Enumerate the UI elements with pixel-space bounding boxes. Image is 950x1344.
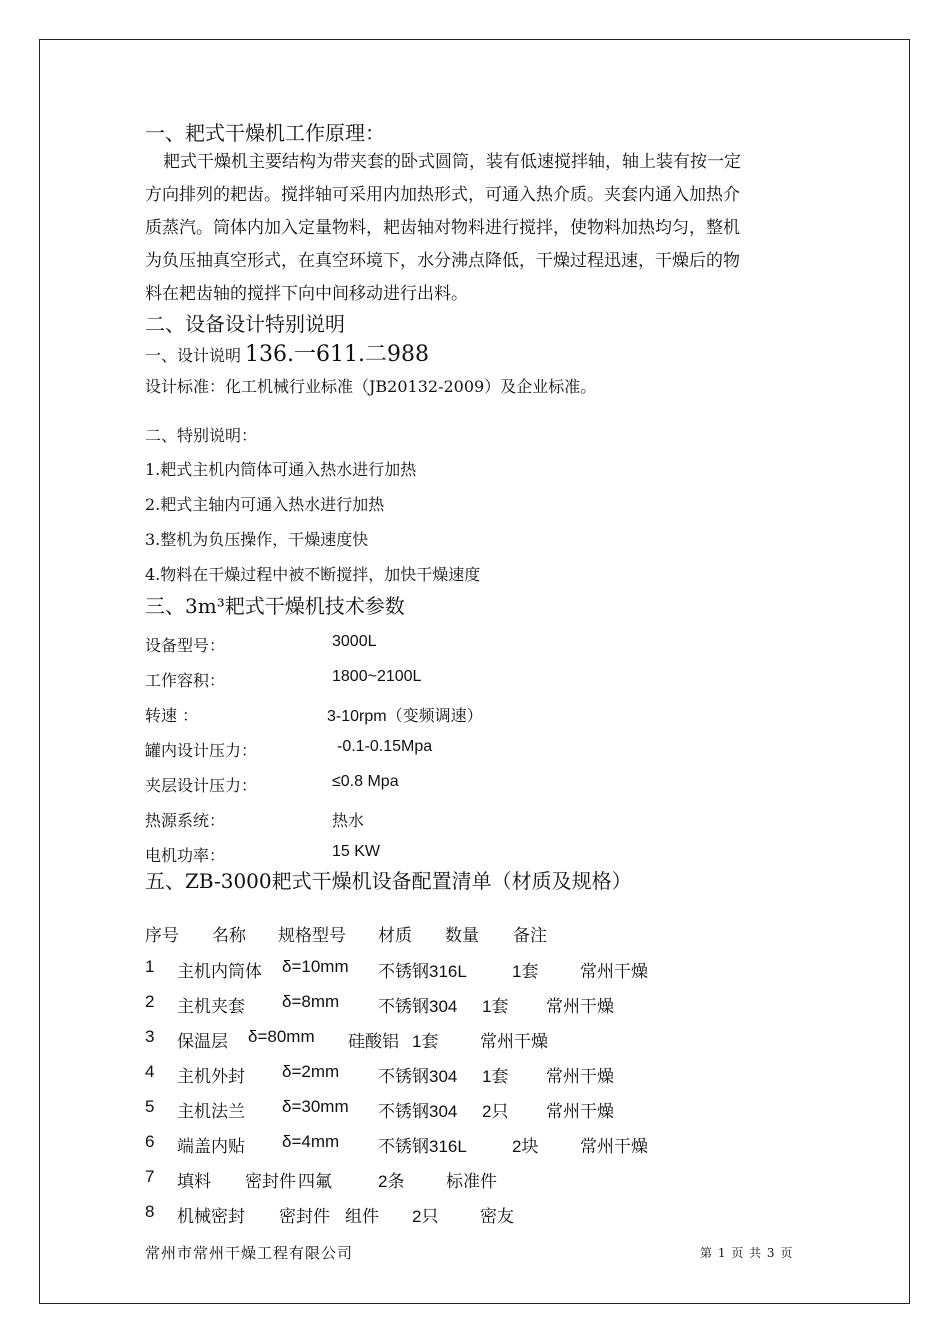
cell-material: 组件: [345, 1207, 379, 1227]
cell-qty: 2只: [482, 1102, 509, 1121]
paragraph-line: 质蒸汽。筒体内加入定量物料，耙齿轴对物料进行搅拌，使物料加热均匀，整机: [145, 218, 740, 238]
cell-material: 不锈钢316L: [378, 962, 467, 981]
header-cell: 备注: [513, 926, 547, 946]
cell-spec: δ=2mm: [282, 1062, 340, 1081]
cell-name: 填料: [177, 1172, 211, 1192]
design-standard: 设计标准：化工机械行业标准（JB20132-2009）及企业标准。: [145, 377, 597, 396]
param-value: -0.1-0.15Mpa: [337, 738, 433, 755]
cell-note: 常州干燥: [546, 1102, 614, 1122]
param-label: 设备型号：: [145, 636, 226, 655]
special-item: 1.耙式主机内筒体可通入热水进行加热: [145, 460, 417, 479]
param-label: 热源系统：: [145, 811, 226, 830]
cell-no: 8: [145, 1202, 155, 1221]
cell-qty: 1套: [512, 962, 539, 981]
header-cell: 序号: [145, 926, 179, 946]
footer-company: 常州市常州干燥工程有限公司: [145, 1244, 354, 1262]
section3-heading: 三、3m³耙式干燥机技术参数: [145, 594, 405, 618]
param-value: ≤0.8 Mpa: [332, 773, 399, 790]
cell-material: 不锈钢316L: [378, 1137, 467, 1156]
cell-material: 四氟: [298, 1172, 332, 1192]
design-note-line: [145, 337, 429, 368]
cell-no: 3: [145, 1027, 155, 1046]
paragraph-line: 耙式干燥机主要结构为带夹套的卧式圆筒，装有低速搅拌轴，轴上装有按一定: [163, 152, 741, 172]
cell-qty: 2条: [378, 1172, 405, 1191]
cell-name: 端盖内贴: [177, 1137, 245, 1157]
section2-heading: 二、设备设计特别说明: [145, 312, 345, 336]
header-cell: 数量: [445, 926, 479, 946]
header-cell: 材质: [378, 926, 412, 946]
special-title: 二、特别说明：: [145, 426, 258, 445]
special-item: 4.物料在干燥过程中被不断搅拌，加快干燥速度: [145, 565, 481, 584]
paragraph-line: 为负压抽真空形式，在真空环境下，水分沸点降低，干燥过程迅速，干燥后的物: [145, 251, 740, 271]
cell-name: 主机法兰: [177, 1102, 245, 1122]
cell-name: 主机外封: [177, 1067, 245, 1087]
param-value: 热水: [332, 813, 365, 830]
cell-spec: δ=30mm: [282, 1097, 349, 1116]
cell-spec: 密封件: [245, 1172, 296, 1192]
header-cell: 规格型号: [278, 926, 346, 946]
param-value: 1800~2100L: [332, 668, 422, 685]
cell-qty: 2块: [512, 1137, 539, 1156]
cell-note: 标准件: [446, 1172, 497, 1192]
param-label: 电机功率：: [145, 846, 226, 865]
param-value: 15 KW: [332, 843, 381, 860]
cell-name: 保温层: [177, 1032, 228, 1052]
cell-name: 主机夹套: [177, 997, 245, 1017]
cell-note: 常州干燥: [546, 997, 614, 1017]
section5-heading: 五、ZB-3000耙式干燥机设备配置清单（材质及规格）: [145, 869, 632, 893]
cell-material: 不锈钢304: [378, 1067, 458, 1086]
cell-spec: δ=10mm: [282, 957, 349, 976]
cell-material: 不锈钢304: [378, 997, 458, 1016]
special-item: 3.整机为负压操作，干燥速度快: [145, 530, 369, 549]
cell-qty: 2只: [412, 1207, 439, 1226]
cell-spec: δ=4mm: [282, 1132, 340, 1151]
special-item: 2.耙式主轴内可通入热水进行加热: [145, 495, 385, 514]
cell-no: 4: [145, 1062, 155, 1081]
cell-material: 不锈钢304: [378, 1102, 458, 1121]
page-number: 第 1 页 共 3 页: [700, 1246, 794, 1260]
cell-no: 5: [145, 1097, 155, 1116]
cell-qty: 1套: [482, 1067, 509, 1086]
cell-no: 7: [145, 1167, 155, 1186]
design-label: 一、设计说明: [145, 346, 242, 365]
header-cell: 名称: [212, 926, 246, 946]
param-label: 工作容积：: [145, 671, 226, 690]
cell-qty: 1套: [412, 1032, 439, 1051]
cell-note: 常州干燥: [580, 962, 648, 982]
cell-spec: δ=80mm: [248, 1027, 315, 1046]
cell-no: 1: [145, 957, 155, 976]
param-value: 3000L: [332, 633, 377, 650]
paragraph-line: 方向排列的耙齿。搅拌轴可采用内加热形式，可通入热介质。夹套内通入加热介: [145, 185, 740, 205]
section1-paragraph: [145, 146, 810, 311]
section1-heading: 一、耙式干燥机工作原理：: [145, 121, 385, 145]
param-label: 罐内设计压力：: [145, 741, 258, 760]
param-value: 3-10rpm（变频调速）: [327, 708, 483, 725]
paragraph-line: 料在耙齿轴的搅拌下向中间移动进行出料。: [145, 284, 468, 304]
cell-qty: 1套: [482, 997, 509, 1016]
cell-note: 密友: [480, 1207, 514, 1227]
cell-spec: δ=8mm: [282, 992, 340, 1011]
param-label: 转速 ：: [145, 706, 199, 725]
param-label: 夹层设计压力：: [145, 776, 258, 795]
cell-no: 2: [145, 992, 155, 1011]
cell-name: 机械密封: [177, 1207, 245, 1227]
cell-note: 常州干燥: [580, 1137, 648, 1157]
cell-note: 常州干燥: [546, 1067, 614, 1087]
cell-no: 6: [145, 1132, 155, 1151]
cell-spec: 密封件: [279, 1207, 330, 1227]
cell-material: 硅酸铝: [348, 1032, 399, 1052]
design-number: 136.一611.二988: [245, 342, 429, 367]
cell-note: 常州干燥: [480, 1032, 548, 1052]
cell-name: 主机内筒体: [177, 962, 262, 982]
